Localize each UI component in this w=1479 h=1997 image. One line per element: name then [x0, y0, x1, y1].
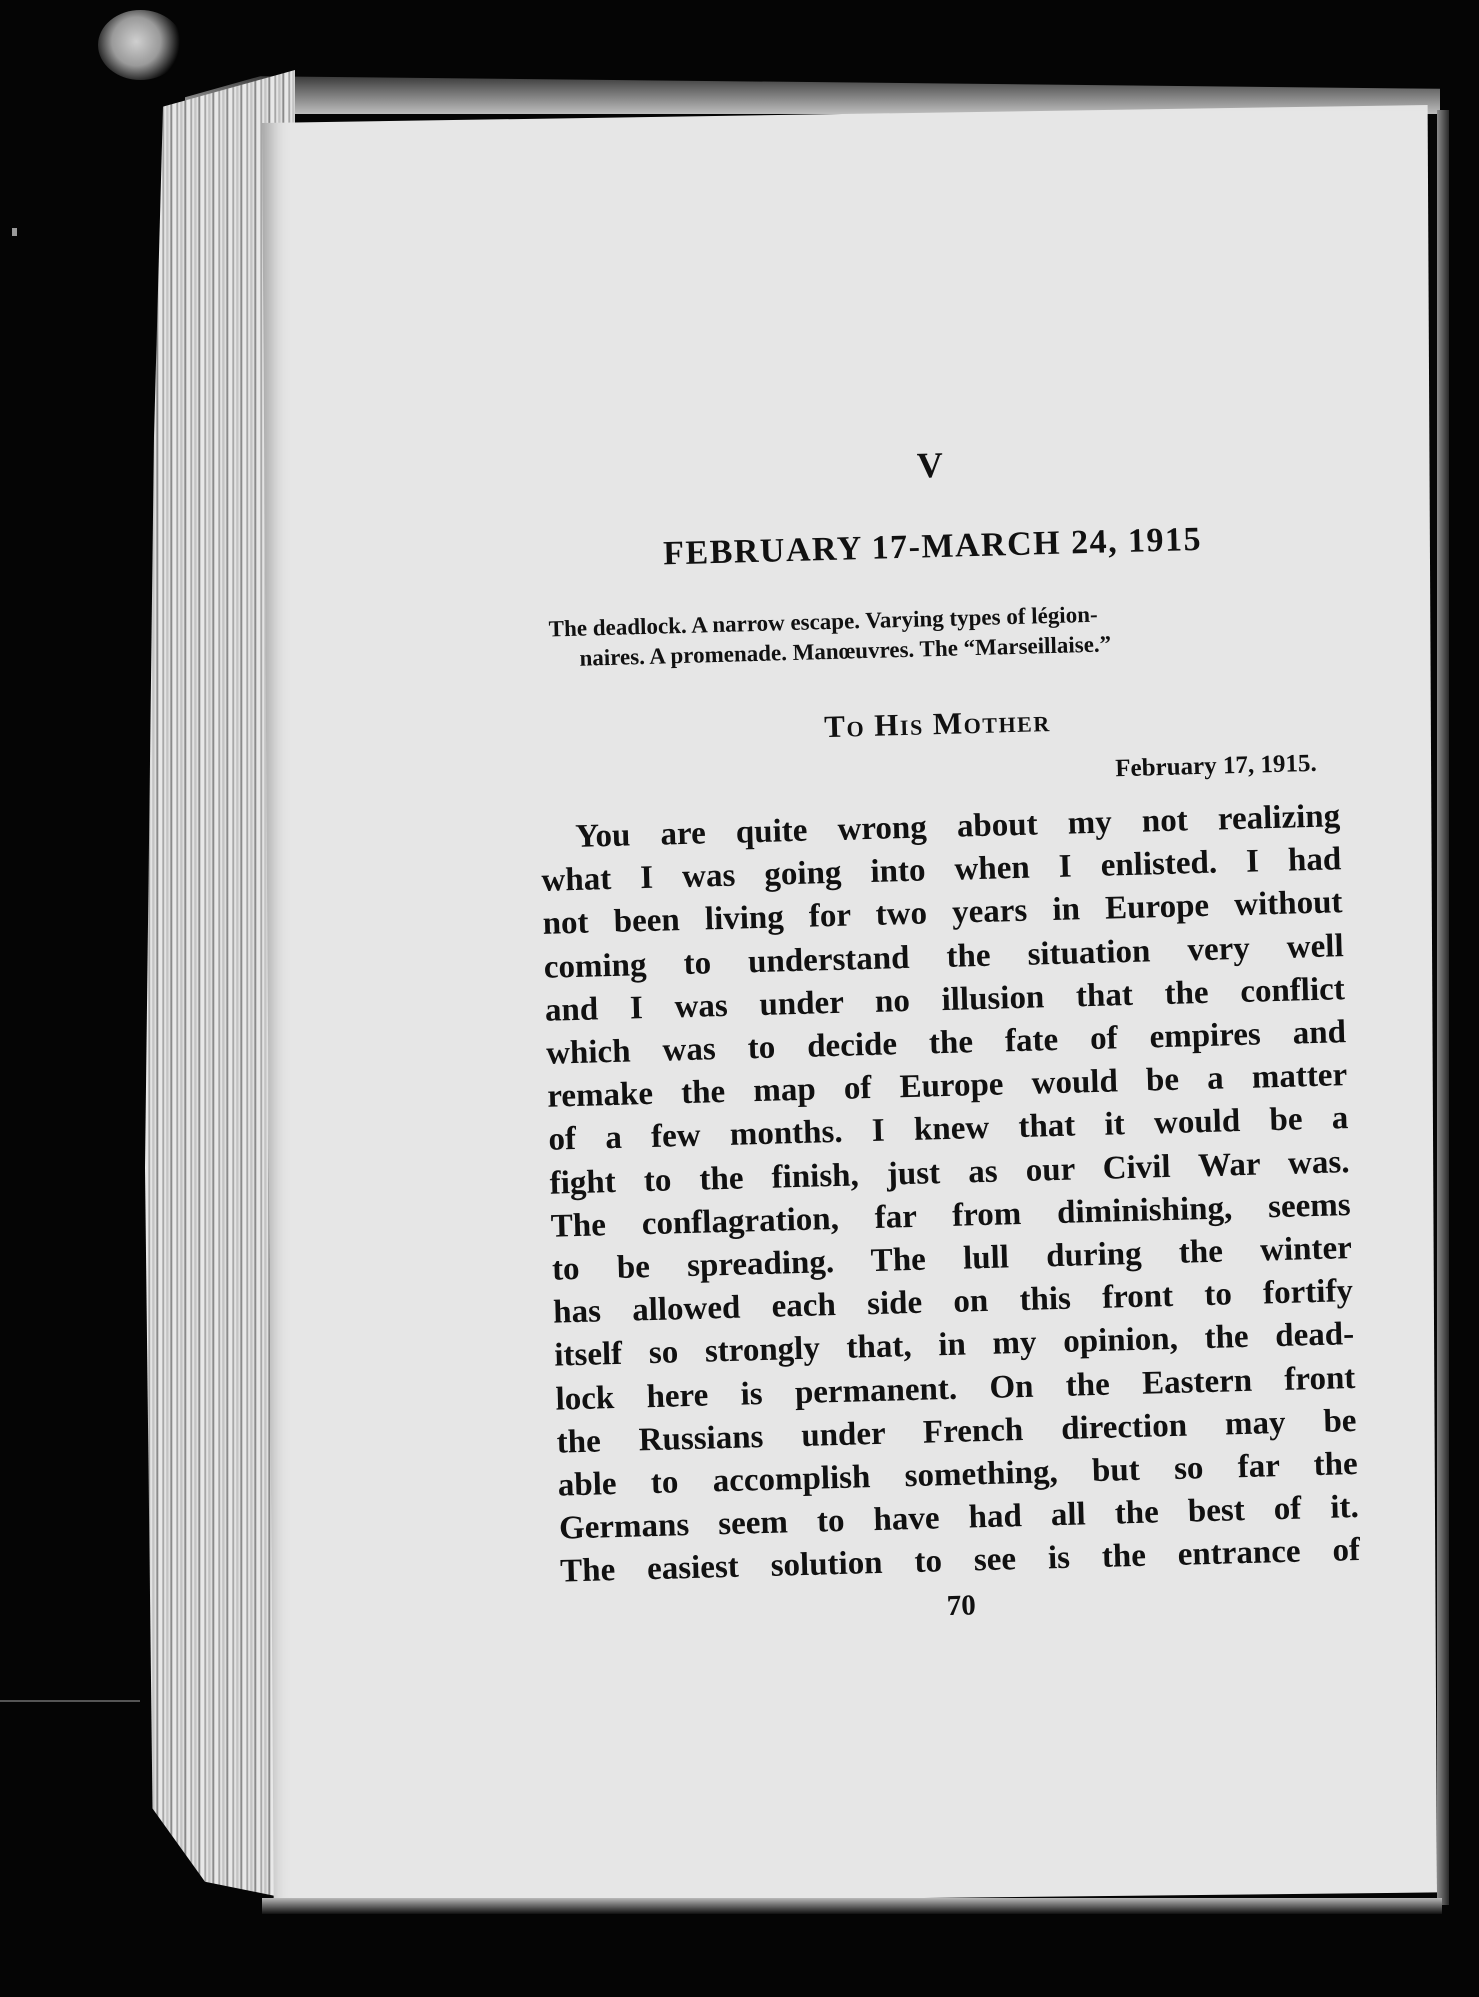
chapter-synopsis: [534, 593, 1335, 675]
body-line: remake the map of Europe would be a matter: [546, 1057, 1348, 1115]
body-line: The easiest solution to see is the entrance of: [559, 1532, 1361, 1591]
page-bottom-edge: [262, 1898, 1442, 1914]
body-line: has allowed each side on this front to fortify: [552, 1273, 1354, 1331]
body-line: You are quite wrong about my not realizing: [574, 798, 1341, 855]
body-line: the Russians under French direction may be: [556, 1402, 1357, 1461]
body-line: of a few months. I knew that it would be a: [548, 1100, 1349, 1159]
body-line: able to accomplish something, but so far the: [557, 1446, 1359, 1504]
letter-heading: To His Mother: [823, 703, 1052, 745]
letter-date: February 17, 1915.: [1114, 749, 1317, 783]
synopsis-line: The deadlock. A narrow escape. Varying types of légion-: [548, 601, 1098, 642]
body-line: which was to decide the fate of empires and: [545, 1014, 1347, 1072]
scan-artifact: [12, 228, 17, 236]
letter-body: [540, 795, 1361, 1594]
body-line: what I was going into when I enlisted. I had: [541, 841, 1342, 900]
body-line: not been living for two years in Europe without: [542, 884, 1343, 943]
body-line: Germans seem to have had all the best of it.: [558, 1489, 1360, 1547]
chapter-title: FEBRUARY 17-MARCH 24, 1915: [662, 520, 1203, 573]
body-line: fight to the finish, just as our Civil War was.: [549, 1143, 1350, 1202]
body-line: The conflagration, far from diminishing, seems: [550, 1186, 1352, 1245]
scan-artifact: [0, 1700, 140, 1702]
body-line: coming to understand the situation very well: [543, 927, 1345, 986]
page-right-edge: [1437, 110, 1449, 1905]
body-line: lock here is permanent. On the Eastern front: [555, 1359, 1356, 1418]
body-line: to be spreading. The lull during the winter: [551, 1230, 1353, 1288]
body-line: and I was under no illusion that the conflict: [544, 970, 1346, 1029]
page-content: [530, 433, 1362, 1633]
chapter-number: V: [916, 444, 945, 486]
body-line: itself so strongly that, in my opinion, the dead-: [553, 1316, 1355, 1375]
page-number: 70: [946, 1589, 977, 1622]
scan-artifact: [98, 10, 183, 80]
synopsis-line: naires. A promenade. Manœuvres. The “Marseillaise.”: [579, 631, 1112, 671]
